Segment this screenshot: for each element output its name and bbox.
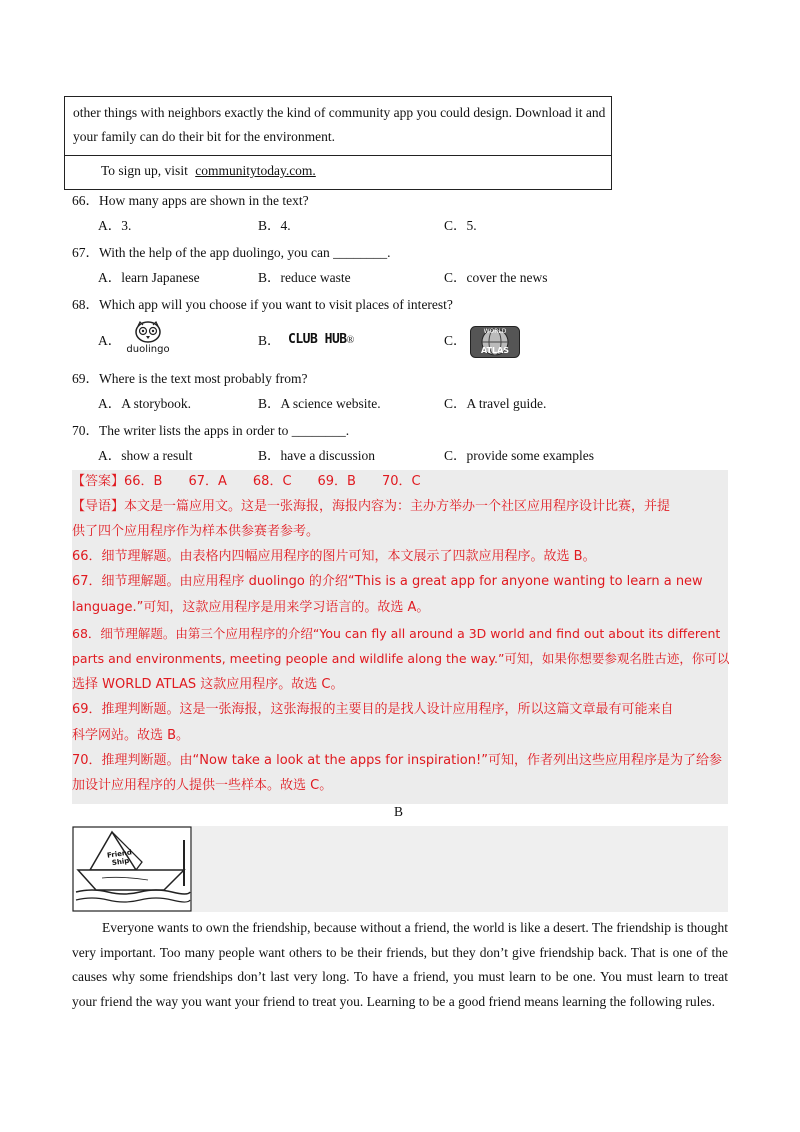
answer-70-1: 70．推理判断题。由“Now take a look at the apps for inspiration!”可知，作者列出这些应用程序是为了给参: [72, 753, 722, 768]
question-68: 68．Which app will you choose if you want to visit places of interest?: [72, 297, 453, 312]
answer-intro-2: 供了四个应用程序作为样本供参赛者参考。: [72, 524, 320, 539]
answer-key: 【答案】66．B 67．A 68．C 69．B 70．C: [72, 474, 421, 489]
question-66: 66．How many apps are shown in the text?: [72, 193, 309, 208]
answer-69-2: 科学网站。故选 B。: [72, 728, 190, 743]
answer-68-1: 68．细节理解题。由第三个应用程序的介绍“You can fly all around a 3D world and find out about its different: [72, 626, 721, 641]
boat-label: Friend Ship: [106, 848, 133, 868]
paper-boat-icon: [72, 826, 192, 912]
option-66-b: B．4.: [258, 218, 291, 233]
option-69-a: A．A storybook.: [98, 396, 192, 411]
signup-line: [101, 161, 316, 181]
question-70: 70．The writer lists the apps in order to ________.: [72, 423, 350, 438]
option-70-a: A．show a result: [98, 448, 193, 463]
option-68-b: B．: [258, 333, 281, 348]
option-70-c: C．provide some examples: [444, 448, 594, 463]
question-69: 69．Where is the text most probably from?: [72, 371, 308, 386]
registered-mark: ®: [346, 335, 355, 346]
signup-link[interactable]: communitytoday.com.: [195, 163, 316, 178]
atlas-bottom-text: ATLAS: [480, 346, 510, 355]
option-67-a: A．learn Japanese: [98, 270, 200, 285]
option-66-c: C．5.: [444, 218, 477, 233]
section-label: B: [394, 804, 404, 819]
duolingo-wordmark: duolingo: [126, 344, 170, 355]
answer-68-3: 选择 WORLD ATLAS 这款应用程序。故选 C。: [72, 677, 344, 692]
answer-68-2: parts and environments, meeting people and wildlife along the way.”可知，如果你想要参观名胜古迹，你可以: [72, 651, 730, 666]
answer-69-1: 69．推理判断题。这是一张海报，这张海报的主要目的是找人设计应用程序，所以这篇文章最有可能来自: [72, 702, 674, 717]
box-divider: [65, 155, 611, 156]
option-67-b: B．reduce waste: [258, 270, 351, 285]
clubhub-wordmark: CLUB HUB: [288, 332, 347, 347]
question-67: 67．With the help of the app duolingo, you can ________.: [72, 245, 391, 260]
answer-67-1: 67．细节理解题。由应用程序 duolingo 的介绍“This is a great app for anyone wanting to learn a new: [72, 574, 703, 589]
option-67-c: C．cover the news: [444, 270, 548, 285]
passage-box: [64, 96, 612, 190]
reading-paragraph: Everyone wants to own the friendship, because without a friend, the world is like a desert. The friendship is thought very important. Too many people want others to be their friends, but they don’t give friendship back. That is one of the causes why some friendships don’t last very long. To have a friend, you must learn to be one. You must learn to treat your friend the way you want your friend to treat you. Learning to be a good friend means learning the following rules.: [72, 920, 728, 1009]
answer-66: 66．细节理解题。由表格内四幅应用程序的图片可知，本文展示了四款应用程序。故选 B。: [72, 549, 596, 564]
answer-67-2: language.”可知，这款应用程序是用来学习语言的。故选 A。: [72, 600, 430, 615]
world-atlas-logo: [470, 326, 520, 358]
option-69-b: B．A science website.: [258, 396, 381, 411]
option-66-a: A．3.: [98, 218, 132, 233]
atlas-top-text: WORLD: [483, 328, 507, 335]
passage-text: other things with neighbors exactly the kind of community app you could design. Download it and your family can do their bit for the environment.: [73, 105, 606, 144]
answer-70-2: 加设计应用程序的人提供一些样本。故选 C。: [72, 778, 333, 793]
clubhub-logo: [288, 331, 354, 347]
friendship-boat-image: [72, 826, 192, 912]
duolingo-logo: [126, 320, 170, 358]
option-69-c: C．A travel guide.: [444, 396, 547, 411]
option-68-c: C．: [444, 333, 467, 348]
signup-label: To sign up, visit: [101, 163, 188, 178]
answer-intro-1: 【导语】本文是一篇应用文。这是一张海报，海报内容为：主办方举办一个社区应用程序设计比赛，并提: [72, 499, 671, 514]
option-70-b: B．have a discussion: [258, 448, 375, 463]
option-68-a: A．: [98, 333, 122, 348]
